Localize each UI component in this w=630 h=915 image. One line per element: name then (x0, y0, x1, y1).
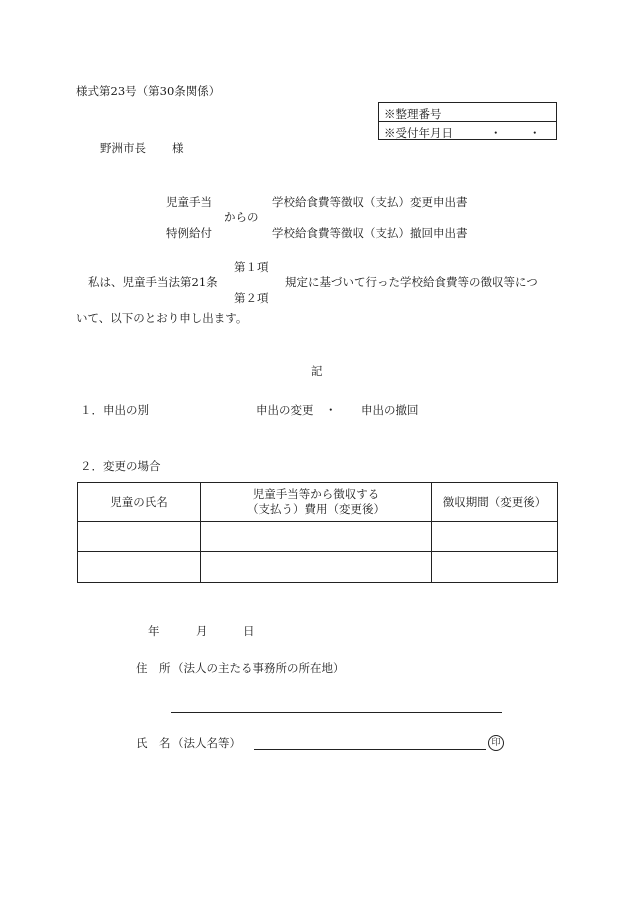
section2-label: ２．変更の場合 (80, 459, 161, 473)
address-note: （法人の主たる事務所の所在地） (172, 661, 345, 675)
date-month: 月 (196, 624, 208, 638)
addressee-honorific: 様 (172, 141, 184, 155)
cell-period[interactable] (432, 522, 558, 552)
registry-number-label: ※整理番号 (384, 107, 442, 121)
ki-heading: 記 (311, 364, 323, 378)
address-label: 住 所 (136, 661, 171, 675)
registry-received-row (379, 121, 556, 140)
table-row (78, 522, 558, 552)
option-separator: ・ (325, 403, 337, 417)
seal-mark: 印 (488, 735, 504, 751)
paragraph-item-bottom: 第２項 (234, 291, 269, 305)
option-change: 申出の変更 (256, 403, 314, 417)
title-left-top: 児童手当 (166, 195, 212, 209)
date-day: 日 (243, 624, 255, 638)
date-year: 年 (148, 624, 160, 638)
received-date-dot-a: ・ (490, 126, 502, 140)
title-left-bottom: 特例給付 (166, 226, 212, 240)
body-line2: いて、以下のとおり申し出ます。 (76, 311, 248, 325)
body-line1-end: 規定に基づいて行った学校給食費等の徴収等につ (285, 275, 538, 289)
header-child-name: 児童の氏名 (78, 483, 201, 522)
form-title: 様式第23号（第30条関係） (76, 84, 221, 98)
body-line1-start: 私は、児童手当法第21条 (88, 275, 218, 289)
header-fee (201, 483, 432, 522)
paragraph-item-top: 第１項 (234, 260, 269, 274)
registry-number-row (379, 103, 556, 121)
received-date-dot-b: ・ (529, 126, 541, 140)
title-right-top: 学校給食費等徴収（支払）変更申出書 (272, 195, 468, 209)
addressee-name: 野洲市長 (100, 141, 146, 155)
section1-label: １．申出の別 (80, 403, 149, 417)
registry-received-label: ※受付年月日 (384, 126, 453, 140)
table-header-row (78, 483, 558, 522)
header-period: 徴収期間（変更後） (432, 483, 558, 522)
name-line[interactable] (254, 749, 486, 750)
cell-period[interactable] (432, 552, 558, 583)
title-middle: からの (224, 210, 259, 224)
title-right-bottom: 学校給食費等徴収（支払）撤回申出書 (272, 226, 468, 240)
change-table (77, 482, 558, 583)
header-fee-line2: （支払う）費用（変更後） (247, 502, 385, 516)
name-note: （法人名等） (172, 736, 241, 750)
cell-fee[interactable] (201, 522, 432, 552)
cell-fee[interactable] (201, 552, 432, 583)
registry-box (378, 102, 557, 140)
cell-child-name[interactable] (78, 522, 201, 552)
table-row (78, 552, 558, 583)
name-label: 氏 名 (136, 736, 171, 750)
cell-child-name[interactable] (78, 552, 201, 583)
option-withdraw: 申出の撤回 (361, 403, 419, 417)
address-line[interactable] (171, 712, 502, 713)
header-fee-line1: 児童手当等から徴収する (252, 487, 380, 501)
